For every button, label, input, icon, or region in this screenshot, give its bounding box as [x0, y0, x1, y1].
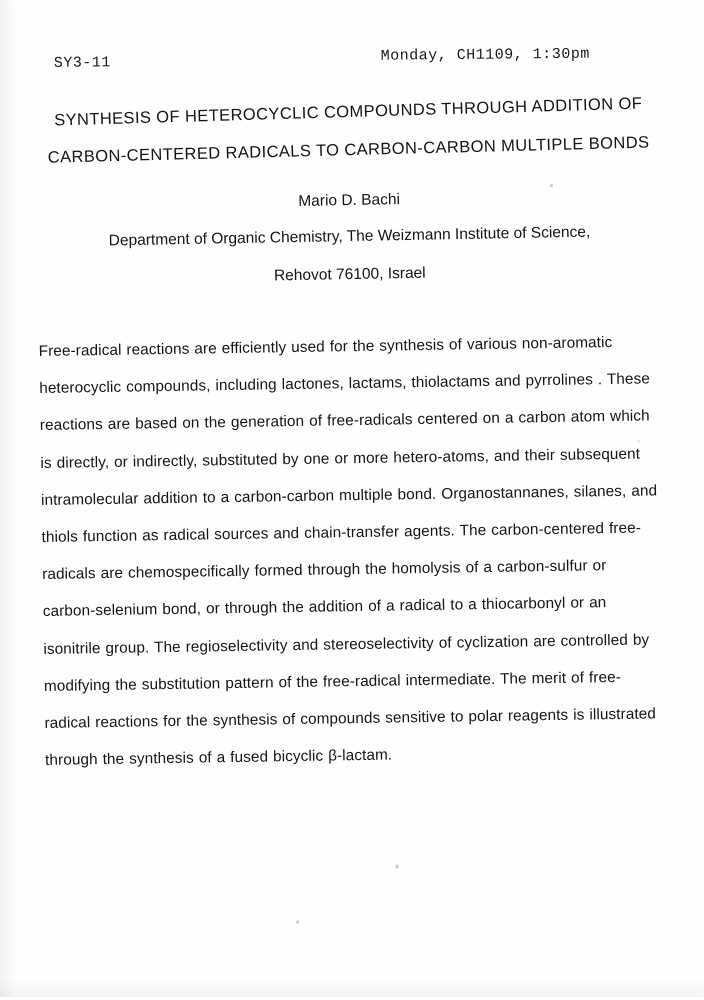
affiliation-line-1: Department of Organic Chemistry, The Weizmann Institute of Science,: [108, 223, 591, 250]
scan-speck: [550, 184, 553, 187]
scan-speck: [296, 921, 299, 924]
scan-speck: [396, 865, 399, 869]
abstract-body: [38, 327, 662, 779]
paper-title-line-1: SYNTHESIS OF HETEROCYCLIC COMPOUNDS THROUGH ADDITION OF: [53, 94, 643, 130]
scan-speck: [637, 440, 639, 442]
author-name: Mario D. Bachi: [298, 191, 401, 210]
paper-title-line-2: CARBON-CENTERED RADICALS TO CARBON-CARBON MULTIPLE BONDS: [47, 133, 650, 167]
title-block: [36, 94, 662, 297]
session-schedule: Monday, CH1109, 1:30pm: [380, 45, 590, 65]
session-code: SY3-11: [53, 54, 111, 72]
affiliation-line-2: Rehovot 76100, Israel: [273, 264, 426, 285]
abstract-paragraph: Free-radical reactions are efficiently used for the synthesis of various non-aromatic heterocyclic compounds, including lactones, lactams, thiolactams and pyrrolines . These reactions are based on the generation of free-radicals centered on a carbon atom which is directly, or indirectly, substituted by one or more hetero-atoms, and their subsequent intramolecular addition to a carbon-carbon multiple bond. Organostannanes, silanes, and thiols function as radical sources and chain-transfer agents. The carbon-centered free-radicals are chemospecifically formed through the homolysis of a carbon-sulfur or carbon-selenium bond, or through the addition of a radical to a thiocarbonyl or an isonitrile group. The regioselectivity and stereoselectivity of cyclization are controlled by modifying the substitution pattern of the free-radical intermediate. The merit of free-radical reactions for the synthesis of compounds sensitive to polar reagents is illustrated through the synthesis of a fused bicyclic β-lactam.: [38, 333, 658, 770]
page-header: [0, 21, 700, 72]
